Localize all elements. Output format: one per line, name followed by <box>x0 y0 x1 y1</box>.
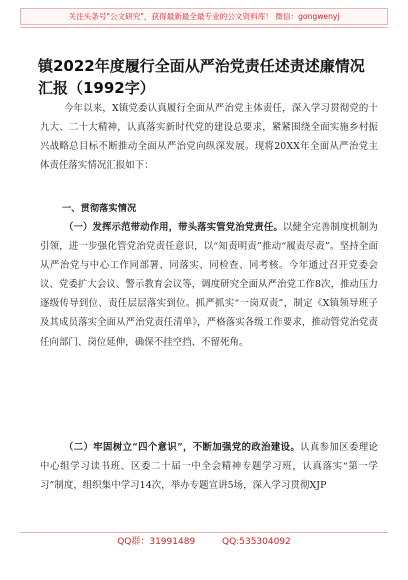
document-title: 镇2022年度履行全面从严治党责任述责述廉情况汇报（1992字） <box>38 57 365 97</box>
subsection-1-heading: （一）发挥示范带动作用，带头落实管党治党责任。 <box>64 222 283 233</box>
footer <box>0 536 408 548</box>
section-heading: 一、贯彻落实情况 <box>62 203 137 214</box>
subsection-1-body: 以健全完善制度机制为引领，进一步强化管党治党责任意识，以“知责明责”推动“履责尽责”。坚持全面从严治党与中心工作同部署、同落实、同检查、同考核。今年通过召开党委会议、党委扩大会议、警示教育会议等，调度研究全面从严治党工作8次，推动压力逐级传导到位、责任层层落实到位。抓严抓实“一岗双责”，制定《X镇领导班子及其成员落实全面从严治党责任清单》，严格落实各级工作要求，推动管党治党责任向部门、岗位延伸，确保不挂空挡、不留死角。 <box>40 222 378 348</box>
subsection-2-body: 认真参加区委理论中心组学习读书班、区委二十届一中全会精神专题学习班，认真落实“第一学习”制度，组织集中学习14次，举办专题宣讲5场，深入学习贯彻XJP <box>40 442 378 492</box>
promo-banner: 关注头条号"公文研究"，获得最新最全最专业的公文资料库！ 微信：gongwenyj <box>20 8 388 25</box>
subsection-2 <box>40 438 378 495</box>
intro-text: 今年以来，X镇党委认真履行全面从严治党主体责任，深入学习贯彻党的十九大、二十大精神，认真落实新时代党的建设总要求，紧紧围绕全面实施乡村振兴战略总目标不断推动全面从严治党向纵深发展。现将20XX年全面从严治党主体责任落实情况汇报如下： <box>40 103 378 172</box>
subsection-2-heading: （二）牢固树立“四个意识”，不断加强党的政治建设。 <box>64 442 301 453</box>
footer-qq-contact: QQ:535304092 <box>222 537 291 547</box>
intro-paragraph <box>40 99 378 175</box>
footer-qq-group: QQ群：31991489 <box>117 537 196 547</box>
header-divider <box>20 27 388 28</box>
footer-divider <box>20 532 388 533</box>
subsection-1 <box>40 218 378 352</box>
